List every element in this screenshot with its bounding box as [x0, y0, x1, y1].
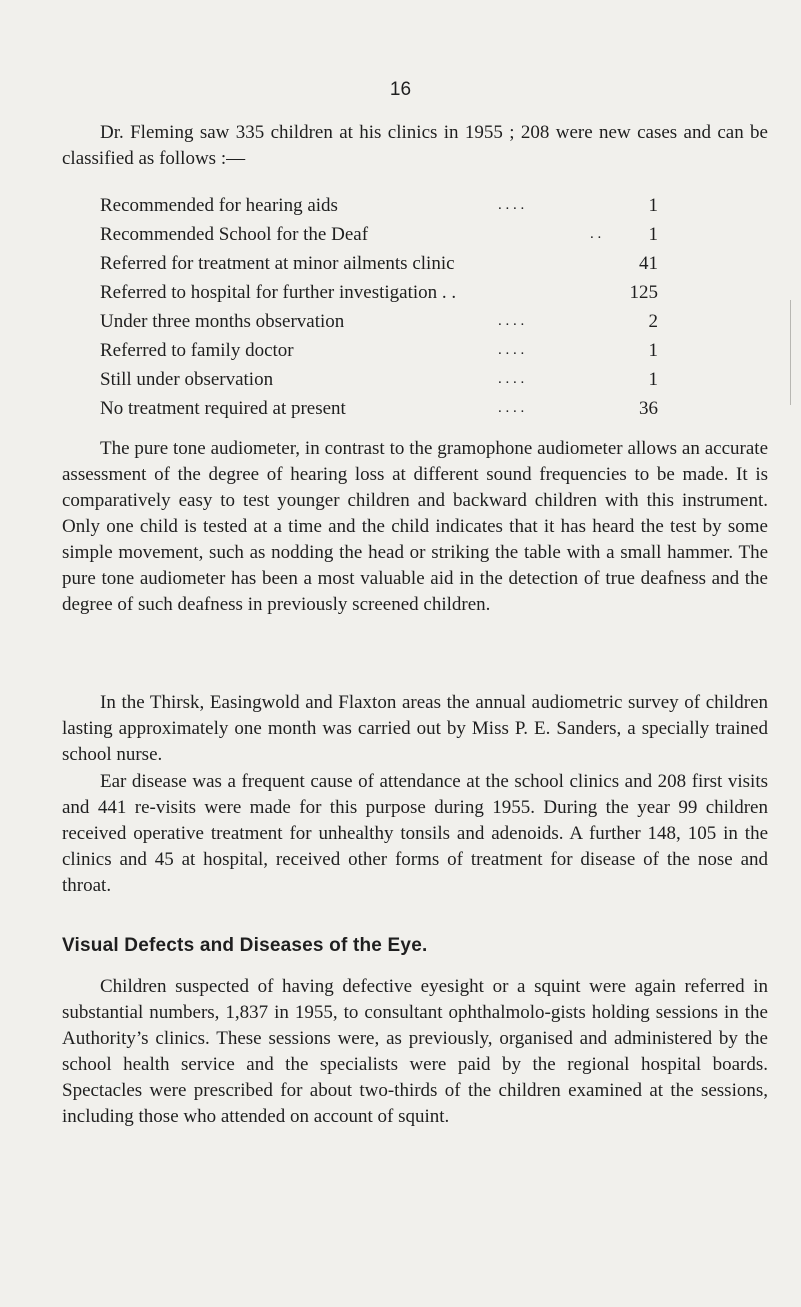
page-number: 16	[389, 79, 412, 100]
dot-leader: . .	[590, 226, 602, 242]
list-item-value: 41	[639, 253, 658, 274]
list-item-value: 125	[629, 282, 658, 303]
audiometer-paragraph: The pure tone audiometer, in contrast to the gramophone audiometer allows an accurate assessment of the degree of hearing loss at different sound frequencies to be made. It is comparatively easy to test younger children and backward children with this instrument. Only one child is tested at a time and the child indicates that it has heard the test by some simple movement, such as nodding the head or striking the table with a small hammer. The pure tone audiometer has been a most valuable aid in the detection of true deafness and the degree of such deafness in previously screened children.	[62, 438, 768, 615]
list-item-value: 1	[648, 369, 658, 390]
list-item-label: Recommended for hearing aids	[100, 195, 338, 216]
list-item	[100, 336, 658, 365]
dot-leader: . . . .	[498, 371, 525, 387]
list-item-value: 1	[648, 224, 658, 245]
list-item	[100, 307, 658, 336]
list-item-label: Recommended School for the Deaf	[100, 224, 369, 245]
page-edge-mark	[790, 300, 801, 405]
list-item-label: No treatment required at present	[100, 398, 346, 419]
classification-list	[100, 191, 658, 423]
survey-paragraph: In the Thirsk, Easingwold and Flaxton areas the annual audiometric survey of children lasting approximately one month was carried out by Miss P. E. Sanders, a specially trained school nurse.	[62, 692, 768, 765]
list-item-value: 36	[639, 398, 658, 419]
list-item-label: Under three months observation	[100, 311, 345, 332]
dot-leader: . . . .	[498, 400, 525, 416]
list-item	[100, 278, 658, 307]
intro-paragraph: Dr. Fleming saw 335 children at his clinics in 1955 ; 208 were new cases and can be classified as follows :—	[62, 122, 768, 169]
section-heading-eye: Visual Defects and Diseases of the Eye.	[62, 935, 428, 956]
list-item-value: 1	[648, 340, 658, 361]
list-item-value: 1	[648, 195, 658, 216]
eye-paragraph: Children suspected of having defective eyesight or a squint were again referred in substantial numbers, 1,837 in 1955, to consultant ophthalmolo-gists holding sessions in the Authority’s clinics. These sessions were, as previously, organised and administered by the school health service and the specialists were paid by the regional hospital boards. Spectacles were prescribed for about two-thirds of the children examined at the sessions, including those who attended on account of squint.	[62, 976, 768, 1127]
list-item	[100, 191, 658, 220]
ear-disease-paragraph: Ear disease was a frequent cause of attendance at the school clinics and 208 first visits and 441 re-visits were made for this purpose during 1955. During the year 99 children received operative treatment for unhealthy tonsils and adenoids. A further 148, 105 in the clinics and 45 at hospital, received other forms of treatment for disease of the nose and throat.	[62, 771, 768, 896]
list-item	[100, 220, 658, 249]
list-item	[100, 394, 658, 423]
list-item	[100, 249, 658, 278]
list-item-label: Still under observation	[100, 369, 274, 390]
dot-leader: . . . .	[498, 313, 525, 329]
list-item-label: Referred to hospital for further investigation . .	[100, 282, 457, 303]
list-item-value: 2	[648, 311, 658, 332]
list-item-label: Referred to family doctor	[100, 340, 294, 361]
list-item-label: Referred for treatment at minor ailments clinic	[100, 253, 455, 274]
dot-leader: . . . .	[498, 342, 525, 358]
dot-leader: . . . .	[498, 197, 525, 213]
list-item	[100, 365, 658, 394]
